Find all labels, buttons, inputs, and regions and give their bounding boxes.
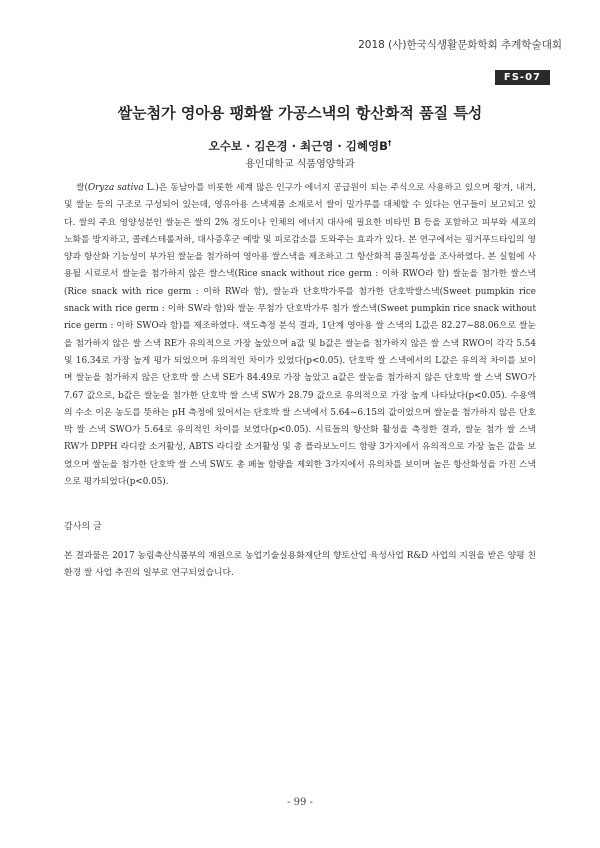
abstract-paragraph xyxy=(64,180,536,491)
acknowledgement-text: 본 결과물은 2017 농림축산식품부의 재원으로 농업기술실용화재단의 향토산업 육성사업 R&D 사업의 지원을 받은 양평 친환경 쌀 사업 추진의 일부로 연구되었습니다. xyxy=(64,551,536,579)
paper-title: 쌀눈첨가 영아용 팽화쌀 가공스낵의 항산화적 품질 특성 xyxy=(117,104,483,122)
abstract-body: 은 동남아를 비롯한 세계 많은 인구가 에너지 공급원이 되는 주식으로 사용하고 있으며 왕겨, 내겨, 및 쌀눈 등의 구조로 구성되어 있는데, 영유아용 스낵제품 소재로서 쌀이 밀가루를 대체할 수 있다는 연구들이 보고되고 있다. 쌀의 주요 영양성분인 쌀눈은 쌀의 2% 정도이나 인체의 에너지 대사에 필요한 비타민 B 등을 포함하고 피부와 세포의 노화를 방지하고, 콜레스테롤저하, 대사증후군 예방 및 피로감소를 도와주는 효과가 있다. 본 연구에서는 핑거푸드타입의 영양과 항산화 기능성이 부가된 쌀눈을 첨가하여 영아용 쌀스낵을 제조하고 그 항산화적 품질특성을 조사하였다. 본 실험에 사용될 시료로서 쌀눈을 첨가하지 않은 쌀스낵(Rice snack without rice germ : 이하 RWO라 함) 쌀눈을 첨가한 쌀스낵(Rice snack with rice germ : 이하 RW라 함), 쌀눈과 단호박가루를 첨가한 단호박쌀스낵(Sweet pumpkin rice snack with rice germ : 이하 SW라 함)와 쌀눈 무첨가 단호박가루 첨가 쌀스낵(Sweet pumpkin rice snack without rice germ : 이하 SWO라 함)를 제조하였다. 색도측정 분석 결과, 1단계 영아용 쌀 스낵의 L값은 82.27~88.06으로 쌀눈을 첨가하지 않은 쌀 스낵 RE가 유의적으로 가장 높았으며 a값 및 b값은 쌀눈을 첨가하지 않은 쌀 스낵 RWO이 각각 5.54 및 16.34로 가장 높게 평가 되었으며 유의적인 차이가 있었다(p<0.05). 단호박 쌀 스낵에서의 L값은 유의적 차이를 보이며 쌀눈을 첨가하지 않은 단호박 쌀 스낵 SE가 84.49로 가장 높았고 a값은 쌀눈을 첨가하지 않은 단호박 쌀 스낵 SWO가 7.67 값으로, b값은 쌀눈을 첨가한 단호박 쌀 스낵 SW가 28.79 값으로 유의적으로 가장 높게 나타났다(p<0.05). 수용액의 수소 이온 농도를 뜻하는 pH 측정에 있어서는 단호박 쌀 스낵에서 5.64~6.15의 값이었으며 쌀눈을 첨가하지 않은 단호박 쌀 스낵 SWO가 5.64로 유의적인 차이를 보였다(p<0.05). 시료들의 항산화 활성을 측정한 결과, 쌀눈 첨가 쌀 스낵 RW가 DPPH 라디칼 소거활성, ABTS 라디칼 소거활성 및 총 플라보노이드 함량 3가지에서 유의적으로 가장 높은 값을 보였으며 쌀눈을 첨가한 단호박 쌀 스낵 SW도 총 페놀 함량을 제외한 3가지에서 유의차를 보이며 높은 항산화성을 가진 스낵으로 평가되었다(p<0.05). xyxy=(64,183,536,488)
conference-header: 2018 (사)한국식생활문화학회 추계학술대회 xyxy=(358,39,562,51)
page-number: - 99 - xyxy=(287,797,313,808)
corresponding-author-mark: † xyxy=(387,139,392,148)
session-badge: FS-07 xyxy=(495,70,550,85)
acknowledgement-heading: 감사의 글 xyxy=(64,522,102,532)
acknowledgement-body xyxy=(64,548,536,583)
abstract-species-suffix: L.) xyxy=(143,183,159,193)
abstract-species-prefix: 쌀( xyxy=(76,183,88,193)
abstract-species-name: Oryza sativa xyxy=(87,183,144,193)
author-names: 오수보 · 김은경 · 최근영 · 김혜영B xyxy=(208,139,388,153)
affiliation: 용인대학교 식품영양학과 xyxy=(245,159,355,170)
author-list xyxy=(0,138,600,154)
